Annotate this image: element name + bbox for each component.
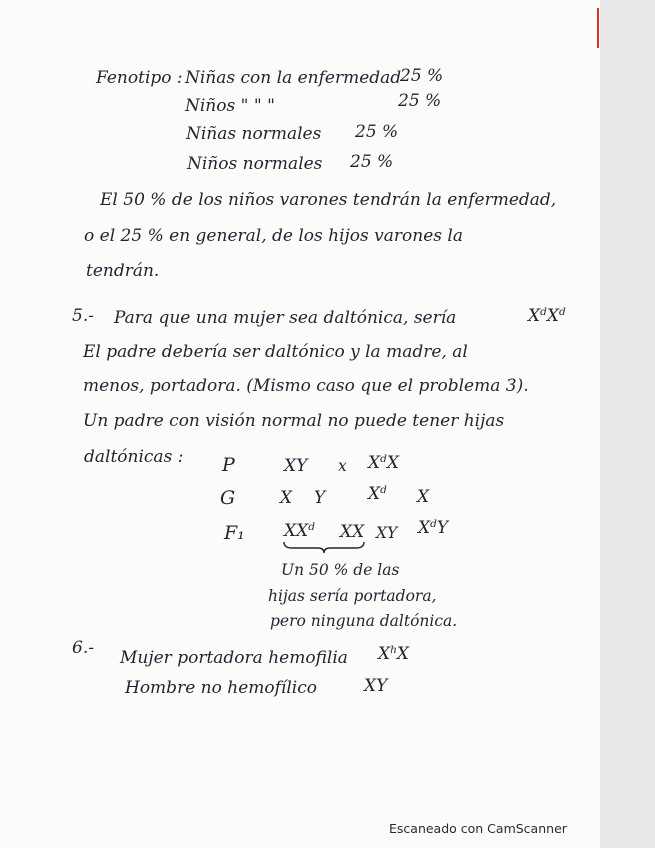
problem-5-line-1: Para que una mujer sea daltónica, sería	[114, 308, 457, 328]
phenotype-row-3-value: 25 %	[355, 122, 399, 142]
problem-5-line-2: El padre debería ser daltónico y la madre, al	[83, 342, 468, 362]
phenotype-row-1-value: 25 %	[400, 66, 444, 86]
note-line-3: pero ninguna daltónica.	[270, 612, 458, 630]
phenotype-row-1-text: Niñas con la enfermedad	[185, 68, 402, 88]
phenotype-row-3-text: Niñas normales	[186, 124, 322, 144]
phenotype-row-4-text: Niños normales	[187, 154, 323, 174]
cross-p-times: x	[338, 457, 347, 475]
phenotype-row-2-text: Niños " " "	[185, 96, 275, 116]
conclusion-line-3: tendrán.	[86, 261, 160, 281]
cross-g-gamete-2: Y	[314, 488, 326, 508]
problem-5-line-4: Un padre con visión normal no puede tener hijas	[83, 411, 505, 431]
phenotype-row-2-value: 25 %	[398, 91, 442, 111]
conclusion-line-2: o el 25 % en general, de los hijos varones la	[84, 226, 463, 246]
cross-p-female: $X^dX$	[368, 453, 399, 473]
conclusion-line-1: El 50 % de los niños varones tendrán la enfermedad,	[100, 190, 557, 210]
cross-p-male: XY	[284, 456, 308, 476]
problem-6-line-2: Hombre no hemofílico	[125, 678, 317, 698]
problem-6-genotype-2: XY	[364, 676, 388, 696]
cross-f1-label: F₁	[224, 522, 245, 544]
cross-g-gamete-1: X	[280, 488, 293, 508]
problem-5-number: 5.-	[72, 306, 94, 326]
phenotype-label: Fenotipo :	[96, 68, 183, 88]
problem-6-genotype-1: $X^hX$	[378, 644, 410, 664]
note-line-1: Un 50 % de las	[281, 561, 400, 579]
problem-6-number: 6.-	[72, 638, 94, 658]
phenotype-row-4-value: 25 %	[350, 152, 394, 172]
cross-f1-offspring-4: $X^dY$	[418, 518, 449, 538]
cross-f1-offspring-3: XY	[376, 524, 398, 542]
cross-p-label: P	[222, 454, 235, 476]
problem-5-genotype: $X^dX^d$	[528, 306, 566, 326]
offspring-brace	[282, 540, 366, 554]
cross-g-label: G	[220, 487, 236, 509]
problem-6-line-1: Mujer portadora hemofilia	[120, 648, 348, 668]
scanner-watermark: Escaneado con CamScanner	[389, 821, 567, 836]
cross-g-gamete-3: $X^d$	[368, 484, 387, 504]
problem-5-line-5: daltónicas :	[84, 447, 184, 467]
page-edge-mark	[597, 8, 599, 48]
cross-f1-offspring-1: $XX^d$	[284, 521, 315, 541]
cross-f1-offspring-2: XX	[340, 522, 365, 542]
note-line-2: hijas sería portadora,	[268, 587, 437, 605]
problem-5-line-3: menos, portadora. (Mismo caso que el problema 3).	[83, 376, 529, 396]
cross-g-gamete-4: X	[417, 487, 430, 507]
